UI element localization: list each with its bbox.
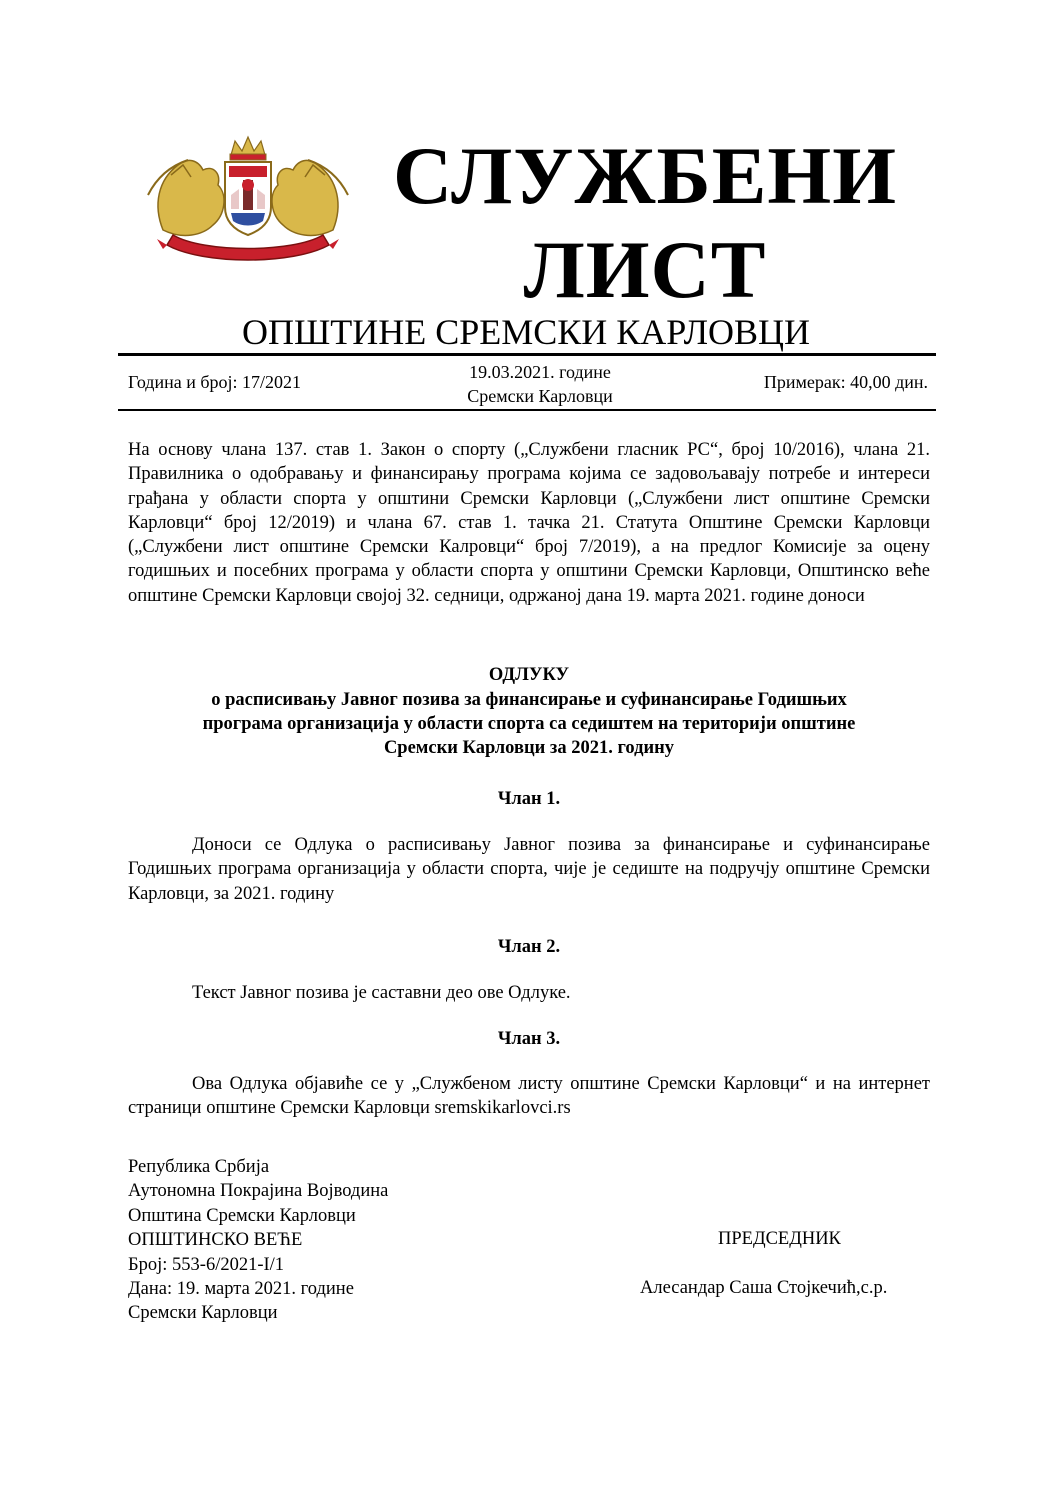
preamble-paragraph: На основу члана 137. став 1. Закон о спорту („Службени гласник РС“, број 10/2016), члана 21. Правилника о одобравању и финансирању програма којима се задовољавају потребе и интереси грађана у области спорта у општини Сремски Карловци („Службени лист општине Сремски Карловци“ број 12/2019) и члана 67. став 1. тачка 21. Статута Општине Сремски Карловци („Службени лист општине Сремски Калровци“ број 7/2019), а на предлог Комисије за оцену годишњих и посебних програма у области спорта у општини Сремски Карловци, Општинско веће општине Сремски Карловци својој 32. седници, одржаној дана 19. марта 2021. године доноси — [128, 440, 930, 606]
decision-title: ОДЛУКУ — [488, 665, 570, 685]
masthead-title-line1: СЛУЖБЕНИ — [392, 130, 897, 221]
decision-subtitle-line2: програма организација у области спорта са седиштем на територији општине — [202, 714, 856, 734]
article-1-heading: Члан 1. — [497, 789, 561, 809]
issue-price: Примерак: 40,00 дин. — [763, 372, 928, 392]
signatory-title: ПРЕДСЕДНИК — [718, 1229, 841, 1249]
signature-line: Број: 553-6/2021-I/1 — [128, 1254, 285, 1275]
article-3-text: Ова Одлука објавиће се у „Службеном листу општине Сремски Карловци“ и на интернет страници општине Сремски Карловци sremskikarlovci.rs — [128, 1074, 930, 1119]
signature-line: Република Србија — [128, 1157, 270, 1177]
header-rule-bottom — [118, 409, 936, 411]
masthead-subtitle: ОПШТИНЕ СРЕМСКИ КАРЛОВЦИ — [241, 312, 811, 352]
article-2-text: Текст Јавног позива је саставни део ове Одлуке. — [192, 983, 571, 1003]
article-3-heading: Члан 3. — [497, 1029, 561, 1049]
signature-line: Општина Сремски Карловци — [128, 1205, 356, 1226]
issue-date: 19.03.2021. године — [469, 362, 611, 382]
signature-line: ОПШТИНСКО ВЕЋЕ — [128, 1230, 303, 1251]
header-rule-top — [118, 353, 936, 356]
coat-of-arms-icon — [143, 135, 353, 265]
signature-line: Сремски Карловци — [128, 1303, 278, 1324]
signatory-name: Алесандар Саша Стојкечић,с.р. — [640, 1278, 888, 1298]
article-1-text: Доноси се Одлука о расписивању Јавног позива за финансирање и суфинансирање Годишњих програма организација у области спорта, чије је седиште на подручју општине Сремски Карловци, за 2021. годину — [128, 835, 930, 904]
decision-subtitle-line3: Сремски Карловци за 2021. годину — [383, 738, 675, 758]
signature-line: Аутономна Покрајина Војводина — [128, 1181, 389, 1202]
masthead-title-line2: ЛИСТ — [523, 224, 767, 315]
signature-line: Дана: 19. марта 2021. године — [128, 1279, 354, 1300]
issue-place: Сремски Карловци — [467, 386, 613, 406]
issue-date-place — [420, 360, 660, 408]
signature-block — [128, 1155, 388, 1326]
issue-number: Година и број: 17/2021 — [128, 372, 302, 392]
decision-subtitle-line1: о расписивању Јавног позива за финансирање и суфинансирање Годишњих — [211, 690, 847, 710]
article-2-heading: Члан 2. — [497, 937, 561, 957]
